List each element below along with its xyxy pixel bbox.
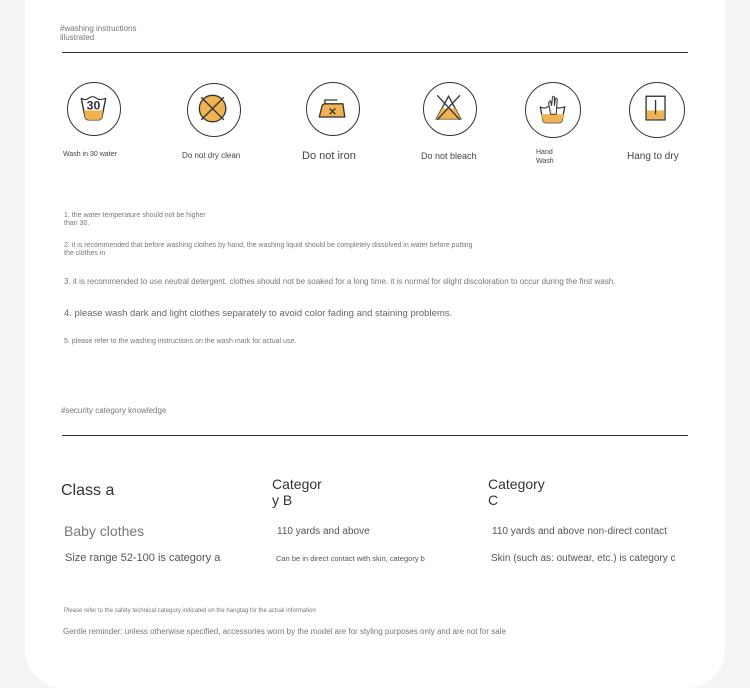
note-5: 5. please refer to the washing instructions on the wash mark for actual use.: [64, 338, 297, 345]
note-2: [64, 242, 473, 258]
class-c-heading: [488, 476, 545, 508]
no-dry-clean-icon: [187, 83, 241, 137]
class-c-heading-line1: Category: [488, 476, 545, 492]
no-bleach-icon: [423, 82, 477, 136]
security-section-tag: #security category knowledge: [61, 406, 167, 415]
note-3: 3. it is recommended to use neutral detergent. clothes should not be soaked for a long time. it is normal for slight discoloration to occur during the first wash.: [64, 277, 616, 286]
class-c-line1: 110 yards and above non-direct contact: [492, 526, 667, 537]
safety-footnote: Please refer to the safety technical category indicated on the hangtag for the actual information: [64, 608, 316, 614]
note-2-line1: 2. it is recommended that before washing clothes by hand, the washing liquid should be completely dissolved in water before putting: [64, 242, 473, 249]
class-b-heading-line1: Categor: [272, 476, 322, 492]
hand-wash-label-line1: Hand: [536, 149, 553, 156]
security-divider: [62, 435, 688, 436]
class-a-line2: Size range 52-100 is category a: [65, 552, 221, 564]
note-4: 4. please wash dark and light clothes separately to avoid color fading and staining problems.: [64, 308, 453, 319]
class-c-heading-line2: C: [488, 492, 499, 508]
class-a-heading: Class a: [61, 482, 115, 499]
hand-wash-icon: [525, 82, 581, 138]
washing-section-tag: [60, 24, 136, 42]
hand-wash-label: [536, 148, 554, 166]
care-label-card: [25, 0, 725, 688]
note-1: [64, 212, 206, 228]
no-dry-clean-label: Do not dry clean: [182, 151, 241, 160]
washing-tag-line2: illustrated: [60, 33, 95, 42]
no-iron-icon: [306, 82, 360, 136]
hang-dry-label: Hang to dry: [627, 151, 679, 162]
hang-dry-icon: [629, 82, 685, 138]
gentle-reminder: Gentle reminder: unless otherwise specified, accessories worn by the model are for styling purposes only and are not for sale: [63, 627, 506, 636]
wash-temp-number: 30: [86, 98, 101, 113]
hand-wash-label-line2: Wash: [536, 158, 554, 165]
washing-divider: [62, 52, 688, 53]
class-c-line2: Skin (such as: outwear, etc.) is category c: [491, 553, 676, 564]
washing-tag-line1: #washing instructions: [60, 24, 137, 33]
note-1-line1: 1. the water temperature should not be higher: [64, 212, 206, 219]
class-b-heading-line2: y B: [272, 492, 293, 508]
class-a-line1: Baby clothes: [64, 523, 145, 539]
no-bleach-label: Do not bleach: [421, 151, 477, 161]
class-b-line1: 110 yards and above: [277, 526, 370, 537]
class-b-heading: [272, 476, 322, 508]
class-b-line2: Can be in direct contact with skin, category b: [276, 554, 425, 563]
wash-30-label: Wash in 30 water: [63, 151, 117, 158]
no-iron-label: Do not iron: [302, 150, 356, 162]
note-2-line2: the clothes in: [64, 250, 106, 257]
note-1-line2: than 30.: [64, 220, 90, 227]
wash-30-icon: [67, 82, 121, 136]
